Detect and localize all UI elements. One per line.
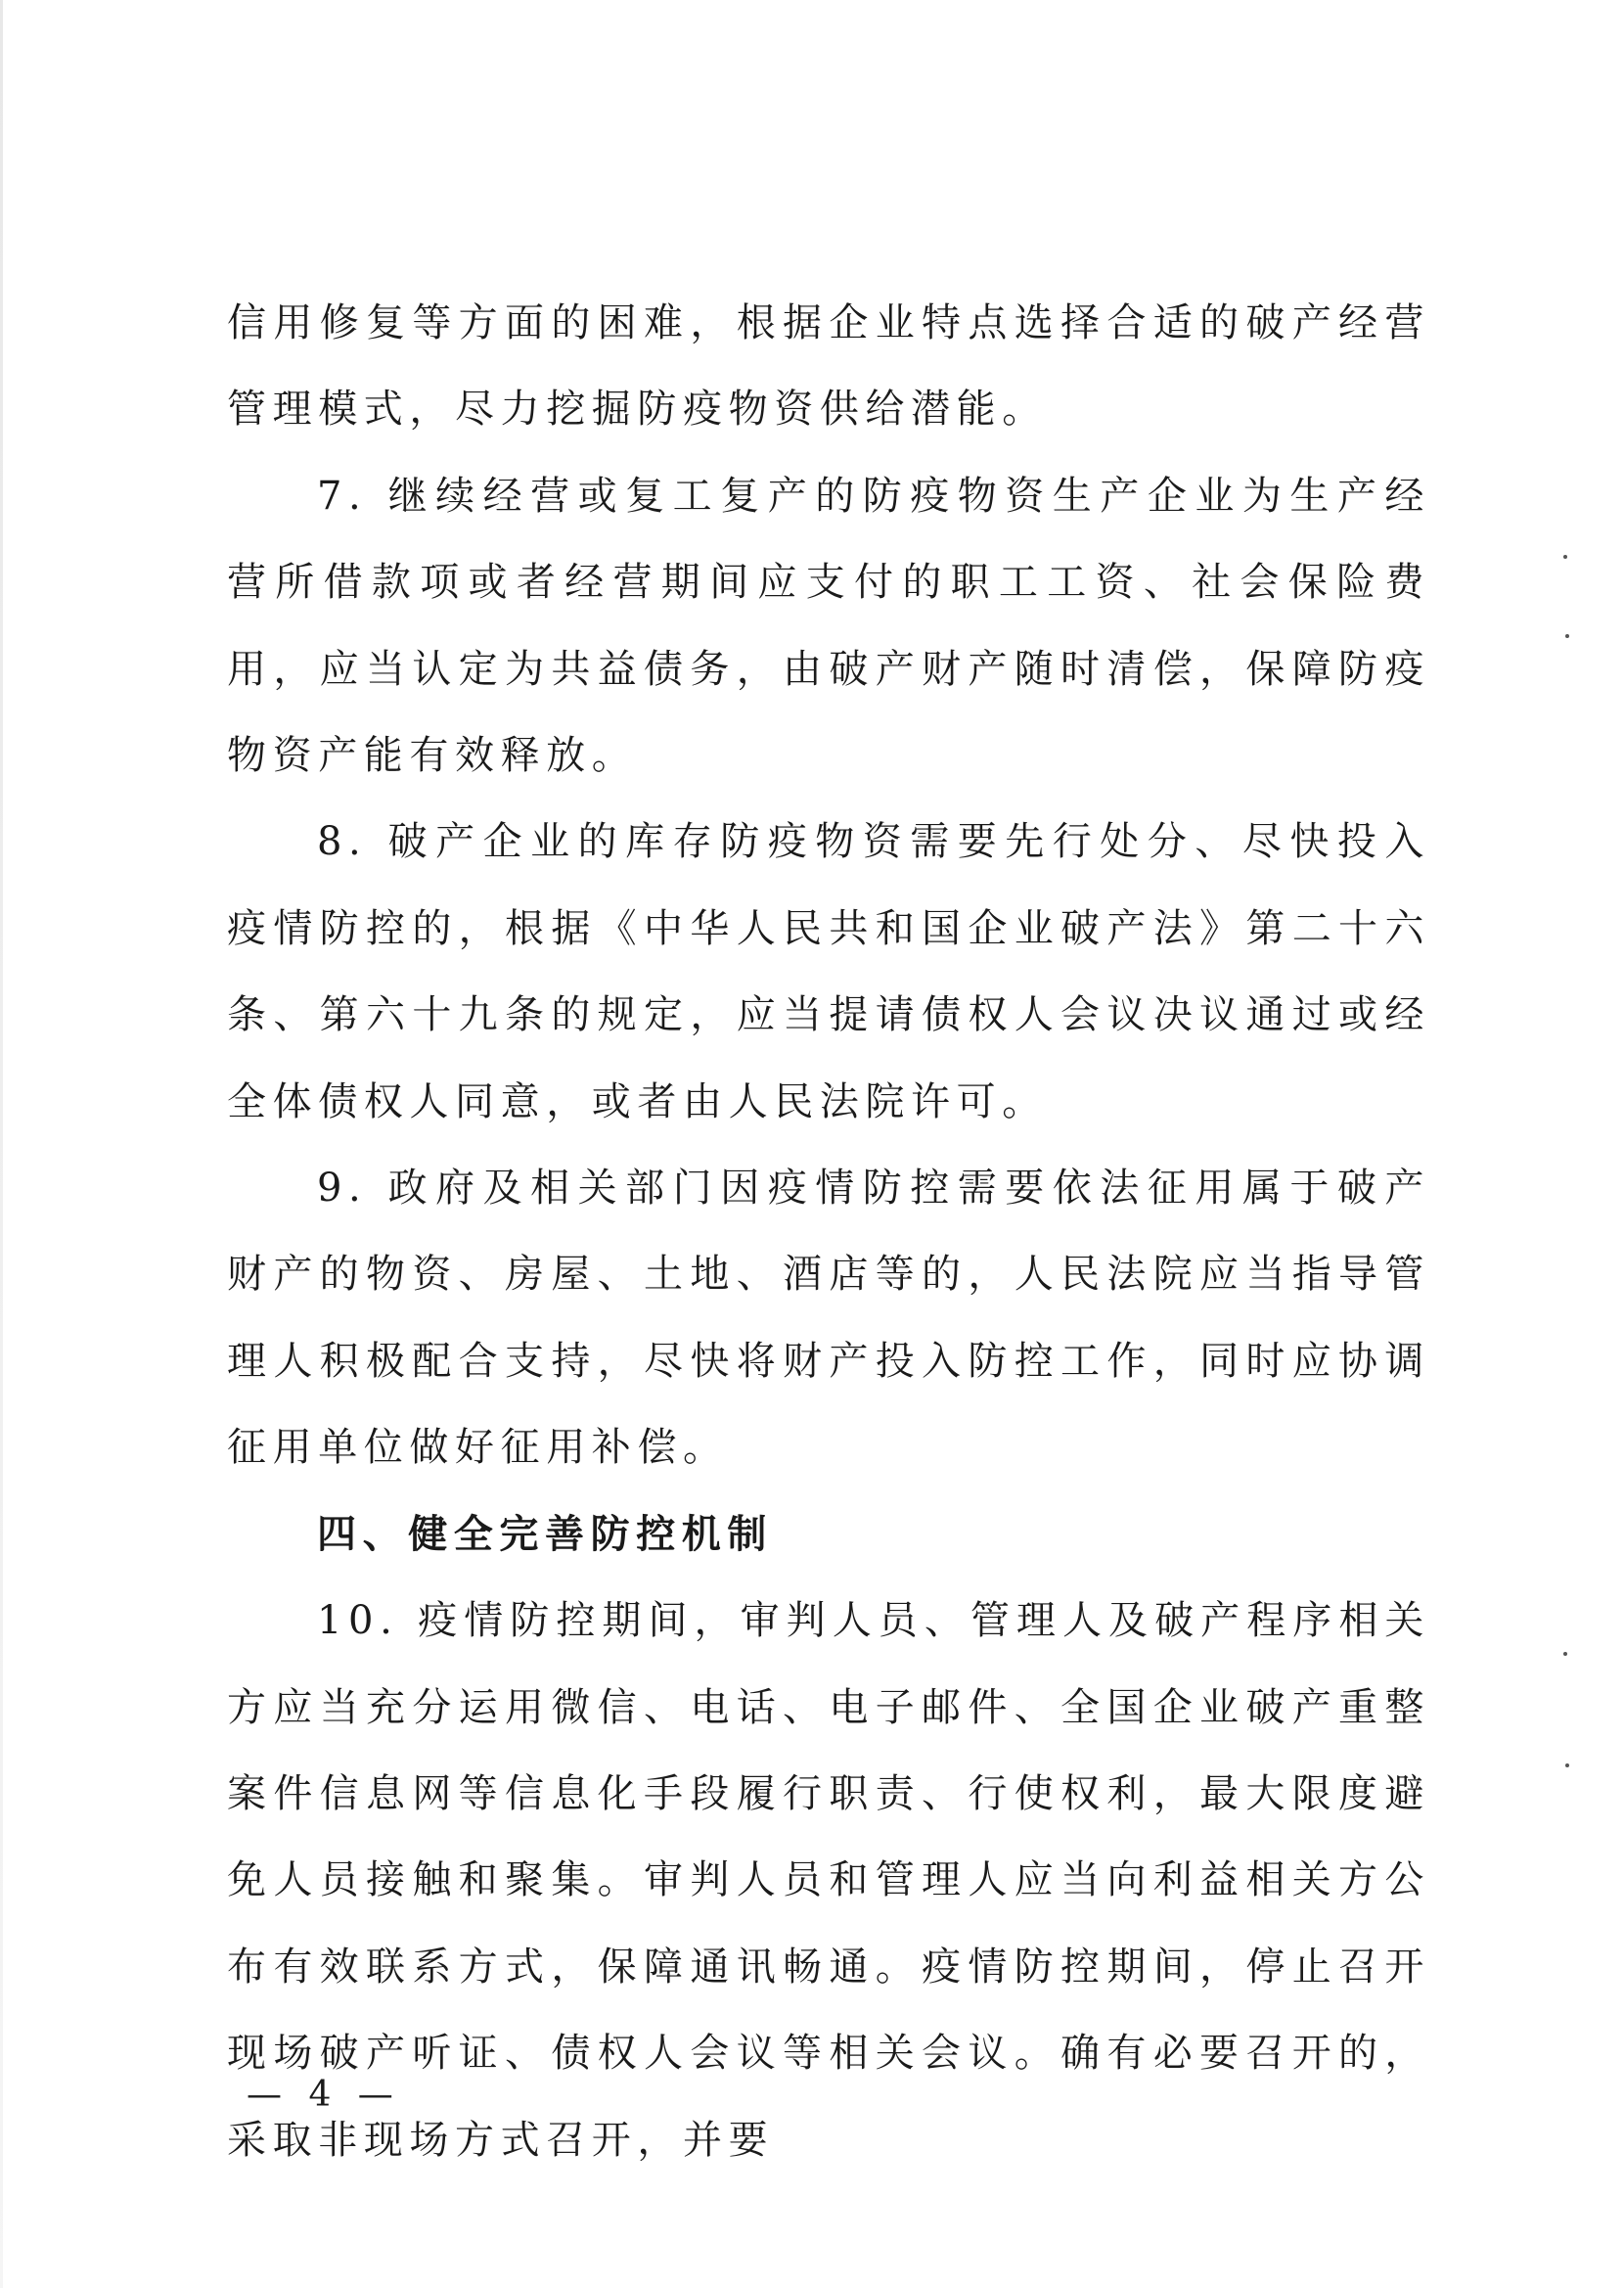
paragraph-continued: 信用修复等方面的困难，根据企业特点选择合适的破产经营管理模式，尽力挖掘防疫物资供给潜能。	[227, 300, 1430, 433]
scan-binding-edge	[0, 0, 3, 2288]
scan-speck	[1565, 1763, 1569, 1767]
section-heading: 四、健全完善防控机制	[317, 1511, 773, 1557]
paragraph-item-7: 7. 继续经营或复工复产的防疫物资生产企业为生产经营所借款项或者经营期间应支付的职工工资、社会保险费用，应当认定为共益债务，由破产财产随时清偿，保障防疫物资产能有效释放。	[227, 473, 1430, 779]
paragraph-item-8: 8. 破产企业的库存防疫物资需要先行处分、尽快投入疫情防控的，根据《中华人民共和国企业破产法》第二十六条、第六十九条的规定，应当提请债权人会议决议通过或经全体债权人同意，或者由人民法院许可。	[227, 819, 1430, 1124]
scan-speck	[1565, 634, 1569, 638]
paragraph-item-9: 9. 政府及相关部门因疫情防控需要依法征用属于破产财产的物资、房屋、土地、酒店等的，人民法院应当指导管理人积极配合支持，尽快将财产投入防控工作，同时应协调征用单位做好征用补偿。	[227, 1166, 1430, 1471]
document-body	[227, 280, 1430, 2183]
scan-speck	[1563, 555, 1567, 559]
page-number: — 4 —	[247, 2075, 401, 2115]
paragraph-item-10: 10. 疫情防控期间，审判人员、管理人及破产程序相关方应当充分运用微信、电话、电子邮件、全国企业破产重整案件信息网等信息化手段履行职责、行使权利，最大限度避免人员接触和聚集。审判人员和管理人应当向利益相关方公布有效联系方式，保障通讯畅通。疫情防控期间，停止召开现场破产听证、债权人会议等相关会议。确有必要召开的，采取非现场方式召开，并要	[227, 1598, 1430, 2163]
scan-speck	[1563, 1652, 1567, 1656]
